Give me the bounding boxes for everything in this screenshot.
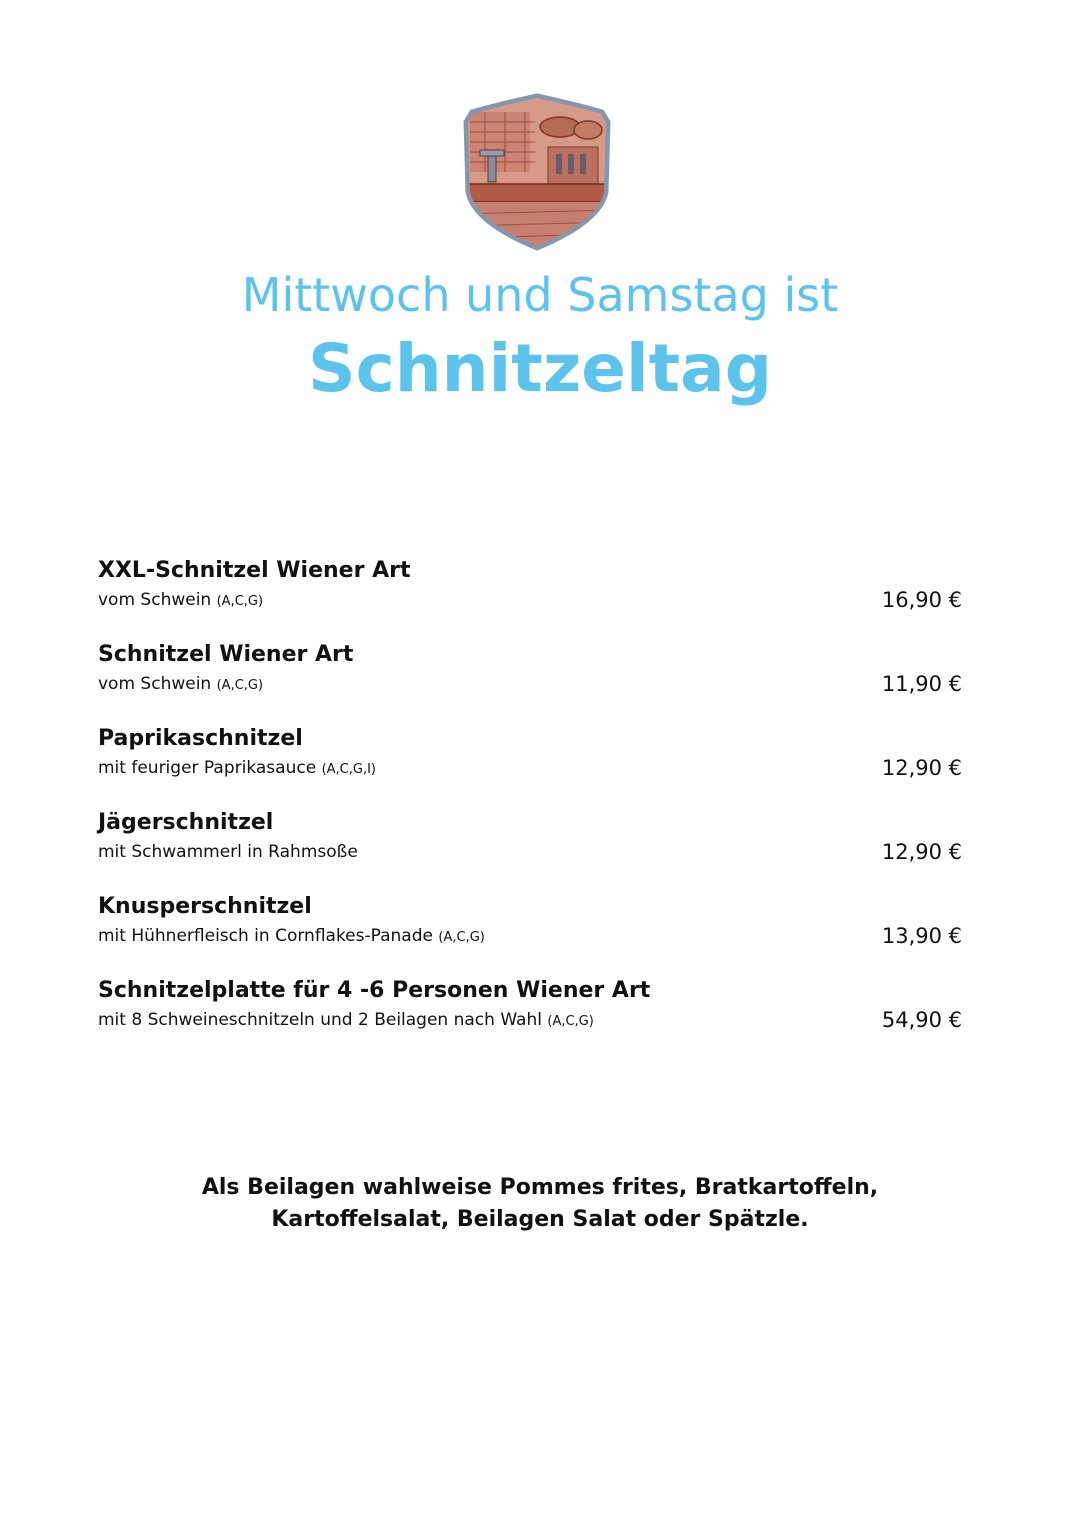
menu-item-description: [98, 587, 962, 615]
menu-item-name: Knusperschnitzel: [98, 894, 312, 919]
menu-item: [98, 807, 962, 891]
menu-item-allergens: (A,C,G): [547, 1014, 594, 1029]
menu-item-description: [98, 839, 962, 867]
menu-item-description: [98, 1007, 962, 1035]
restaurant-crest-shield-icon: [460, 92, 614, 252]
menu-item-name: Jägerschnitzel: [98, 810, 274, 835]
menu-item-allergens: (A,C,G,I): [321, 762, 376, 777]
menu-list: [98, 555, 962, 1059]
menu-item-name: Schnitzel Wiener Art: [98, 642, 354, 667]
menu-item-desc-text: mit Hühnerfleisch in Cornflakes-Panade: [98, 926, 433, 946]
menu-item-desc-text: vom Schwein: [98, 674, 212, 694]
title-subline: Mittwoch und Samstag ist: [241, 268, 839, 322]
menu-item: [98, 975, 962, 1059]
menu-item-price: 11,90 €: [881, 672, 962, 696]
menu-item-price: 13,90 €: [881, 924, 962, 948]
menu-item-description: [98, 671, 962, 699]
side-dishes-note: [0, 1172, 1080, 1236]
menu-item-desc-text: mit 8 Schweineschnitzeln und 2 Beilagen nach Wahl: [98, 1010, 542, 1030]
menu-item-desc-text: mit feuriger Paprikasauce: [98, 758, 317, 778]
menu-item: [98, 723, 962, 807]
side-dishes-line-2: Kartoffelsalat, Beilagen Salat oder Spätzle.: [271, 1207, 809, 1232]
menu-item-allergens: (A,C,G): [216, 594, 264, 609]
side-dishes-line-1: Als Beilagen wahlweise Pommes frites, Bratkartoffeln,: [201, 1175, 879, 1200]
menu-item-price: 12,90 €: [881, 840, 962, 864]
menu-item-description: [98, 755, 962, 783]
menu-item: [98, 891, 962, 975]
menu-item-description: [98, 923, 962, 951]
menu-item: [98, 555, 962, 639]
menu-item-allergens: (A,C,G): [216, 678, 264, 693]
menu-item-price: 54,90 €: [881, 1008, 962, 1032]
menu-item-price: 12,90 €: [881, 756, 962, 780]
menu-item-desc-text: mit Schwammerl in Rahmsoße: [98, 842, 358, 862]
menu-item: [98, 639, 962, 723]
page-title: Schnitzeltag: [308, 330, 772, 407]
menu-item-name: Schnitzelplatte für 4 -6 Personen Wiener Art: [98, 978, 651, 1003]
menu-item-price: 16,90 €: [881, 588, 962, 612]
menu-item-name: Paprikaschnitzel: [98, 726, 303, 751]
menu-item-desc-text: vom Schwein: [98, 590, 212, 610]
menu-item-allergens: (A,C,G): [438, 930, 485, 945]
menu-item-name: XXL-Schnitzel Wiener Art: [98, 558, 411, 583]
